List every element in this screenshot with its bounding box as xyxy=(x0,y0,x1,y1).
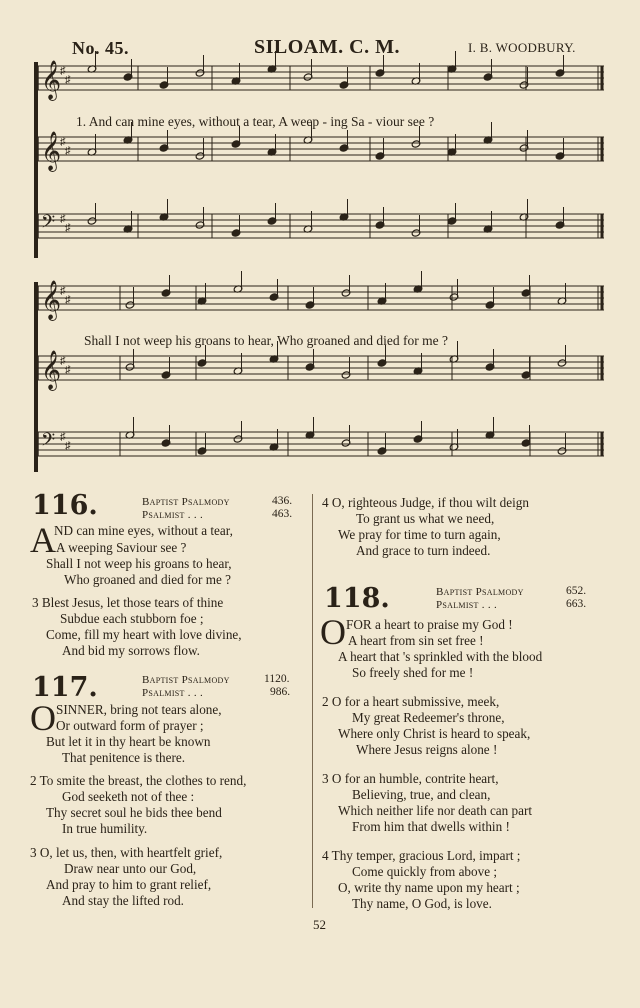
hymn-116-s1-l2: A weeping Saviour see ? xyxy=(56,540,187,555)
hymn-118-s3-l3: Which neither life nor death can part xyxy=(338,803,533,818)
treble-clef-icon: 𝄞 xyxy=(41,131,62,171)
hymn-118-s2-l2: My great Redeemer's throne, xyxy=(352,710,505,725)
sharp-icon: ♯ xyxy=(65,74,71,86)
hymn-117-number: 117. xyxy=(32,672,98,703)
hymn-116-s1-l4: Who groaned and died for me ? xyxy=(64,572,231,587)
hymn-116-s3-l4: And bid my sorrows flow. xyxy=(62,643,200,658)
hymn-118-number: 118. xyxy=(324,583,390,614)
treble-clef-icon: 𝄞 xyxy=(41,280,62,320)
page-number: 52 xyxy=(313,917,326,932)
column-divider xyxy=(312,494,313,908)
bass-clef-icon: 𝄢 xyxy=(41,430,56,455)
sharp-icon: ♯ xyxy=(65,294,71,306)
hymn-118-dropcap: O xyxy=(320,612,346,652)
sharp-icon: ♯ xyxy=(60,65,66,77)
hymn-117-s1-l4: That penitence is there. xyxy=(62,750,186,765)
hymn-118-s4-l4: Thy name, O God, is love. xyxy=(352,896,492,911)
bass-clef-icon: 𝄢 xyxy=(41,212,56,237)
hymn-118-s4-l3: O, write thy name upon my heart ; xyxy=(338,880,520,895)
sharp-icon: ♯ xyxy=(60,136,66,148)
sharp-icon: ♯ xyxy=(60,285,66,297)
hymn-117-s3-l3: And pray to him to grant relief, xyxy=(46,877,212,892)
hymn-116-s4-l1: 4 O, righteous Judge, if thou wilt deign xyxy=(322,495,529,510)
hymn-117-s1-l3: But let it in thy heart be known xyxy=(46,734,211,749)
hymn-116-s1-l3: Shall I not weep his groans to hear, xyxy=(46,556,232,571)
sharp-icon: ♯ xyxy=(65,222,71,234)
hymn-116-ref-2-num: 463. xyxy=(272,508,293,520)
hymn-116-ref-1-book: Baptist Psalmody xyxy=(142,496,230,508)
hymn-117-s2-l4: In true humility. xyxy=(62,821,148,836)
sharp-icon: ♯ xyxy=(60,355,66,367)
hymn-117-s1-l2: Or outward form of prayer ; xyxy=(56,718,204,733)
hymn-117-ref-2-num: 986. xyxy=(270,686,291,698)
hymn-116-s4-l2: To grant us what we need, xyxy=(356,511,495,526)
hymn-117-s1-l1: SINNER, bring not tears alone, xyxy=(56,702,222,717)
hymn-116-s3-l1: 3 Blest Jesus, let those tears of thine xyxy=(32,595,224,610)
hymn-116-s3-l3: Come, fill my heart with love divine, xyxy=(46,627,242,642)
hymn-116-number: 116. xyxy=(32,490,98,521)
hymn-116-s1-l1: ND can mine eyes, without a tear, xyxy=(54,523,233,538)
hymn-117-s3-l2: Draw near unto our God, xyxy=(64,861,197,876)
treble-clef-icon: 𝄞 xyxy=(41,350,62,390)
hymn-118-s2-l4: Where Jesus reigns alone ! xyxy=(356,742,498,757)
hymn-118-s4-l2: Come quickly from above ; xyxy=(352,864,498,879)
sharp-icon: ♯ xyxy=(65,364,71,376)
hymn-117-dropcap: O xyxy=(30,698,56,738)
hymn-118-ref-1-num: 652. xyxy=(566,585,587,597)
hymn-118-s1-l1: FOR a heart to praise my God ! xyxy=(346,617,513,632)
hymn-116-ref-1-num: 436. xyxy=(272,495,293,507)
hymn-116-s4-l4: And grace to turn indeed. xyxy=(356,543,491,558)
sharp-icon: ♯ xyxy=(60,431,66,443)
composer-name: I. B. WOODBURY. xyxy=(468,40,576,55)
hymn-117-ref-2-book: Psalmist . . . xyxy=(142,687,204,699)
hymn-118-ref-2-book: Psalmist . . . xyxy=(436,599,498,611)
sharp-icon: ♯ xyxy=(60,213,66,225)
hymn-116-s3-l2: Subdue each stubborn foe ; xyxy=(60,611,204,626)
hymn-117-s2-l2: God seeketh not of thee : xyxy=(62,789,195,804)
hymn-117-ref-1-book: Baptist Psalmody xyxy=(142,674,230,686)
hymn-117-ref-1-num: 1120. xyxy=(264,673,290,685)
hymn-118-s2-l3: Where only Christ is heard to speak, xyxy=(338,726,531,741)
score-lyric-line-1: 1. And can mine eyes, without a tear, A weep - ing Sa - viour see ? xyxy=(76,114,435,129)
hymn-118-s1-l4: So freely shed for me ! xyxy=(352,665,474,680)
hymn-117-s3-l1: 3 O, let us, then, with heartfelt grief, xyxy=(30,845,223,860)
hymn-117-s3-l4: And stay the lifted rod. xyxy=(62,893,184,908)
hymn-118-s3-l2: Believing, true, and clean, xyxy=(352,787,491,802)
sharp-icon: ♯ xyxy=(65,440,71,452)
treble-clef-icon: 𝄞 xyxy=(41,60,62,100)
hymn-118-s3-l4: From him that dwells within ! xyxy=(352,819,510,834)
music-score xyxy=(0,0,640,480)
hymn-118-ref-1-book: Baptist Psalmody xyxy=(436,586,524,598)
sharp-icon: ♯ xyxy=(65,145,71,157)
hymn-tune-number: No. 45. xyxy=(72,38,129,58)
hymn-118-s4-l1: 4 Thy temper, gracious Lord, impart ; xyxy=(322,848,521,863)
hymn-118-ref-2-num: 663. xyxy=(566,598,587,610)
hymn-118-s1-l3: A heart that 's sprinkled with the blood xyxy=(338,649,543,664)
score-lyric-line-2: Shall I not weep his groans to hear, Who groaned and died for me ? xyxy=(84,333,448,348)
hymn-117-s2-l3: Thy secret soul he bids thee bend xyxy=(46,805,222,820)
tune-title: SILOAM. C. M. xyxy=(254,36,400,58)
hymn-118-s2-l1: 2 O for a heart submissive, meek, xyxy=(322,694,500,709)
hymn-116-dropcap: A xyxy=(30,520,56,560)
hymn-118-s1-l2: A heart from sin set free ! xyxy=(348,633,484,648)
hymn-116-ref-2-book: Psalmist . . . xyxy=(142,509,204,521)
hymn-118-s3-l1: 3 O for an humble, contrite heart, xyxy=(322,771,499,786)
hymn-117-s2-l1: 2 To smite the breast, the clothes to rend, xyxy=(30,773,247,788)
hymn-116-s4-l3: We pray for time to turn again, xyxy=(338,527,501,542)
